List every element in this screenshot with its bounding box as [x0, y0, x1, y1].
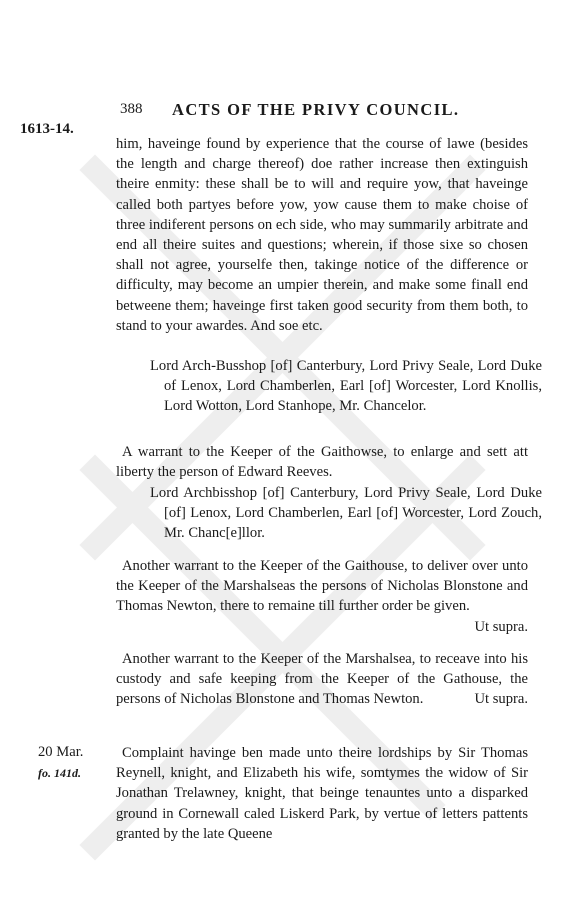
- signatories: Lord Archbisshop [of] Canterbury, Lord Privy Seale, Lord Duke [of] Lenox, Lord Chamberlen, Earl [of] Worcester, Lord Zouch, Mr. Chanc[e]llor.: [150, 485, 542, 542]
- entry-paragraph: Complaint havinge ben made unto theire lordships by Sir Thomas Reynell, knight, and Elizabeth his wife, somtymes the widow of Sir Jonathan Trelawney, knight, that beinge tenauntes unto a disparked ground in Cornewall caled Liskerd Park, by vertue of letters pattents granted by the late Queene: [116, 745, 528, 842]
- page-number: 388: [120, 101, 143, 117]
- margin-date: 20 Mar.: [38, 744, 84, 760]
- entry-paragraph: him, haveinge found by experience that the course of lawe (besides the length and charge thereof) doe rather increase then extinguish theire enmity: these shall be to will and require yow, that haveinge called both partyes before yow, yow cause them to make choise of three indiferent persons on ech side, who may summarily arbitrate and end all theire suites and questions; wherein, if those sixe so chosen shall not agree, yourselfe then, takinge notice of the difference or difficulty, may become an umpier therein, and make some finall end betweene them; haveinge first taken good security from them both, to stand to your awardes. And soe etc.: [116, 136, 528, 334]
- signatories: Lord Arch-Busshop [of] Canterbury, Lord Privy Seale, Lord Duke of Lenox, Lord Chamberlen, Earl [of] Worcester, Lord Knollis, Lord Wotton, Lord Stanhope, Mr. Chancelor.: [150, 358, 542, 415]
- entry-paragraph: A warrant to the Keeper of the Gaithowse, to enlarge and sett att liberty the person of Edward Reeves.: [116, 444, 528, 481]
- entry-block: [116, 649, 528, 710]
- ut-supra: Ut supra.: [474, 691, 528, 708]
- running-title: ACTS OF THE PRIVY COUNCIL.: [172, 100, 460, 119]
- margin-year: 1613-14.: [20, 121, 74, 137]
- ut-supra: Ut supra.: [474, 618, 528, 635]
- entry-paragraph: Another warrant to the Keeper of the Gaithouse, to deliver over unto the Keeper of the Marshalseas the persons of Nicholas Blonstone and Thomas Newton, there to remaine till further order be given.: [116, 558, 528, 615]
- margin-folio: fo. 141d.: [38, 766, 81, 780]
- entry-paragraph: Another warrant to the Keeper of the Marshalsea, to receave into his custody and safe keeping from the Keeper of the Gathouse, the persons of Nicholas Blonstone and Thomas Newton.: [116, 651, 528, 708]
- entry-block: [116, 556, 528, 637]
